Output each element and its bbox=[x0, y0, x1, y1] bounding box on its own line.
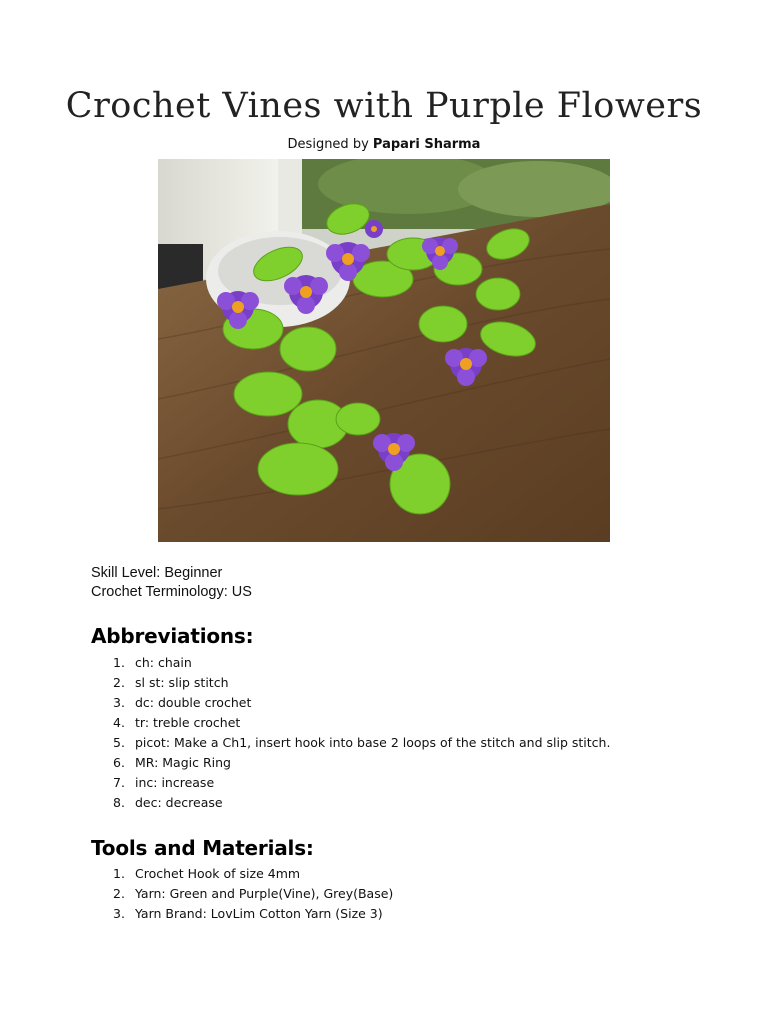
list-text: picot: Make a Ch1, insert hook into base 2 loops of the stitch and slip stitch. bbox=[135, 735, 611, 750]
byline-author: Papari Sharma bbox=[372, 137, 481, 152]
list-item bbox=[91, 864, 393, 884]
crochet-terminology: Crochet Terminology: US bbox=[91, 584, 252, 600]
list-number: 1. bbox=[113, 655, 125, 670]
list-item bbox=[91, 653, 610, 673]
document-title: Crochet Vines with Purple Flowers bbox=[65, 86, 703, 126]
list-text: Crochet Hook of size 4mm bbox=[135, 866, 301, 881]
tools-heading: Tools and Materials: bbox=[91, 836, 314, 860]
list-number: 4. bbox=[113, 715, 125, 730]
list-text: dec: decrease bbox=[135, 795, 223, 810]
list-text: inc: increase bbox=[135, 775, 215, 790]
byline-prefix: Designed by bbox=[287, 137, 373, 152]
list-number: 6. bbox=[113, 755, 125, 770]
byline bbox=[0, 137, 768, 152]
list-item bbox=[91, 904, 393, 924]
list-text: tr: treble crochet bbox=[135, 715, 241, 730]
list-number: 2. bbox=[113, 675, 125, 690]
list-item bbox=[91, 753, 610, 773]
list-text: Yarn: Green and Purple(Vine), Grey(Base) bbox=[135, 886, 394, 901]
list-item bbox=[91, 673, 610, 693]
list-number: 1. bbox=[113, 866, 125, 881]
list-text: Yarn Brand: LovLim Cotton Yarn (Size 3) bbox=[135, 906, 383, 921]
list-number: 5. bbox=[113, 735, 125, 750]
list-text: MR: Magic Ring bbox=[135, 755, 231, 770]
list-text: dc: double crochet bbox=[135, 695, 252, 710]
list-item bbox=[91, 884, 393, 904]
list-text: ch: chain bbox=[135, 655, 192, 670]
list-item bbox=[91, 793, 610, 813]
list-item bbox=[91, 773, 610, 793]
tools-list bbox=[91, 864, 393, 924]
list-item bbox=[91, 713, 610, 733]
abbreviations-heading: Abbreviations: bbox=[91, 624, 254, 648]
crochet-vine-photo bbox=[158, 159, 610, 542]
list-number: 8. bbox=[113, 795, 125, 810]
list-number: 2. bbox=[113, 886, 125, 901]
skill-level: Skill Level: Beginner bbox=[91, 565, 223, 581]
pattern-meta bbox=[91, 564, 252, 602]
list-item bbox=[91, 693, 610, 713]
list-number: 3. bbox=[113, 906, 125, 921]
list-item bbox=[91, 733, 610, 753]
list-number: 7. bbox=[113, 775, 125, 790]
list-text: sl st: slip stitch bbox=[135, 675, 229, 690]
abbreviations-list bbox=[91, 653, 610, 813]
list-number: 3. bbox=[113, 695, 125, 710]
